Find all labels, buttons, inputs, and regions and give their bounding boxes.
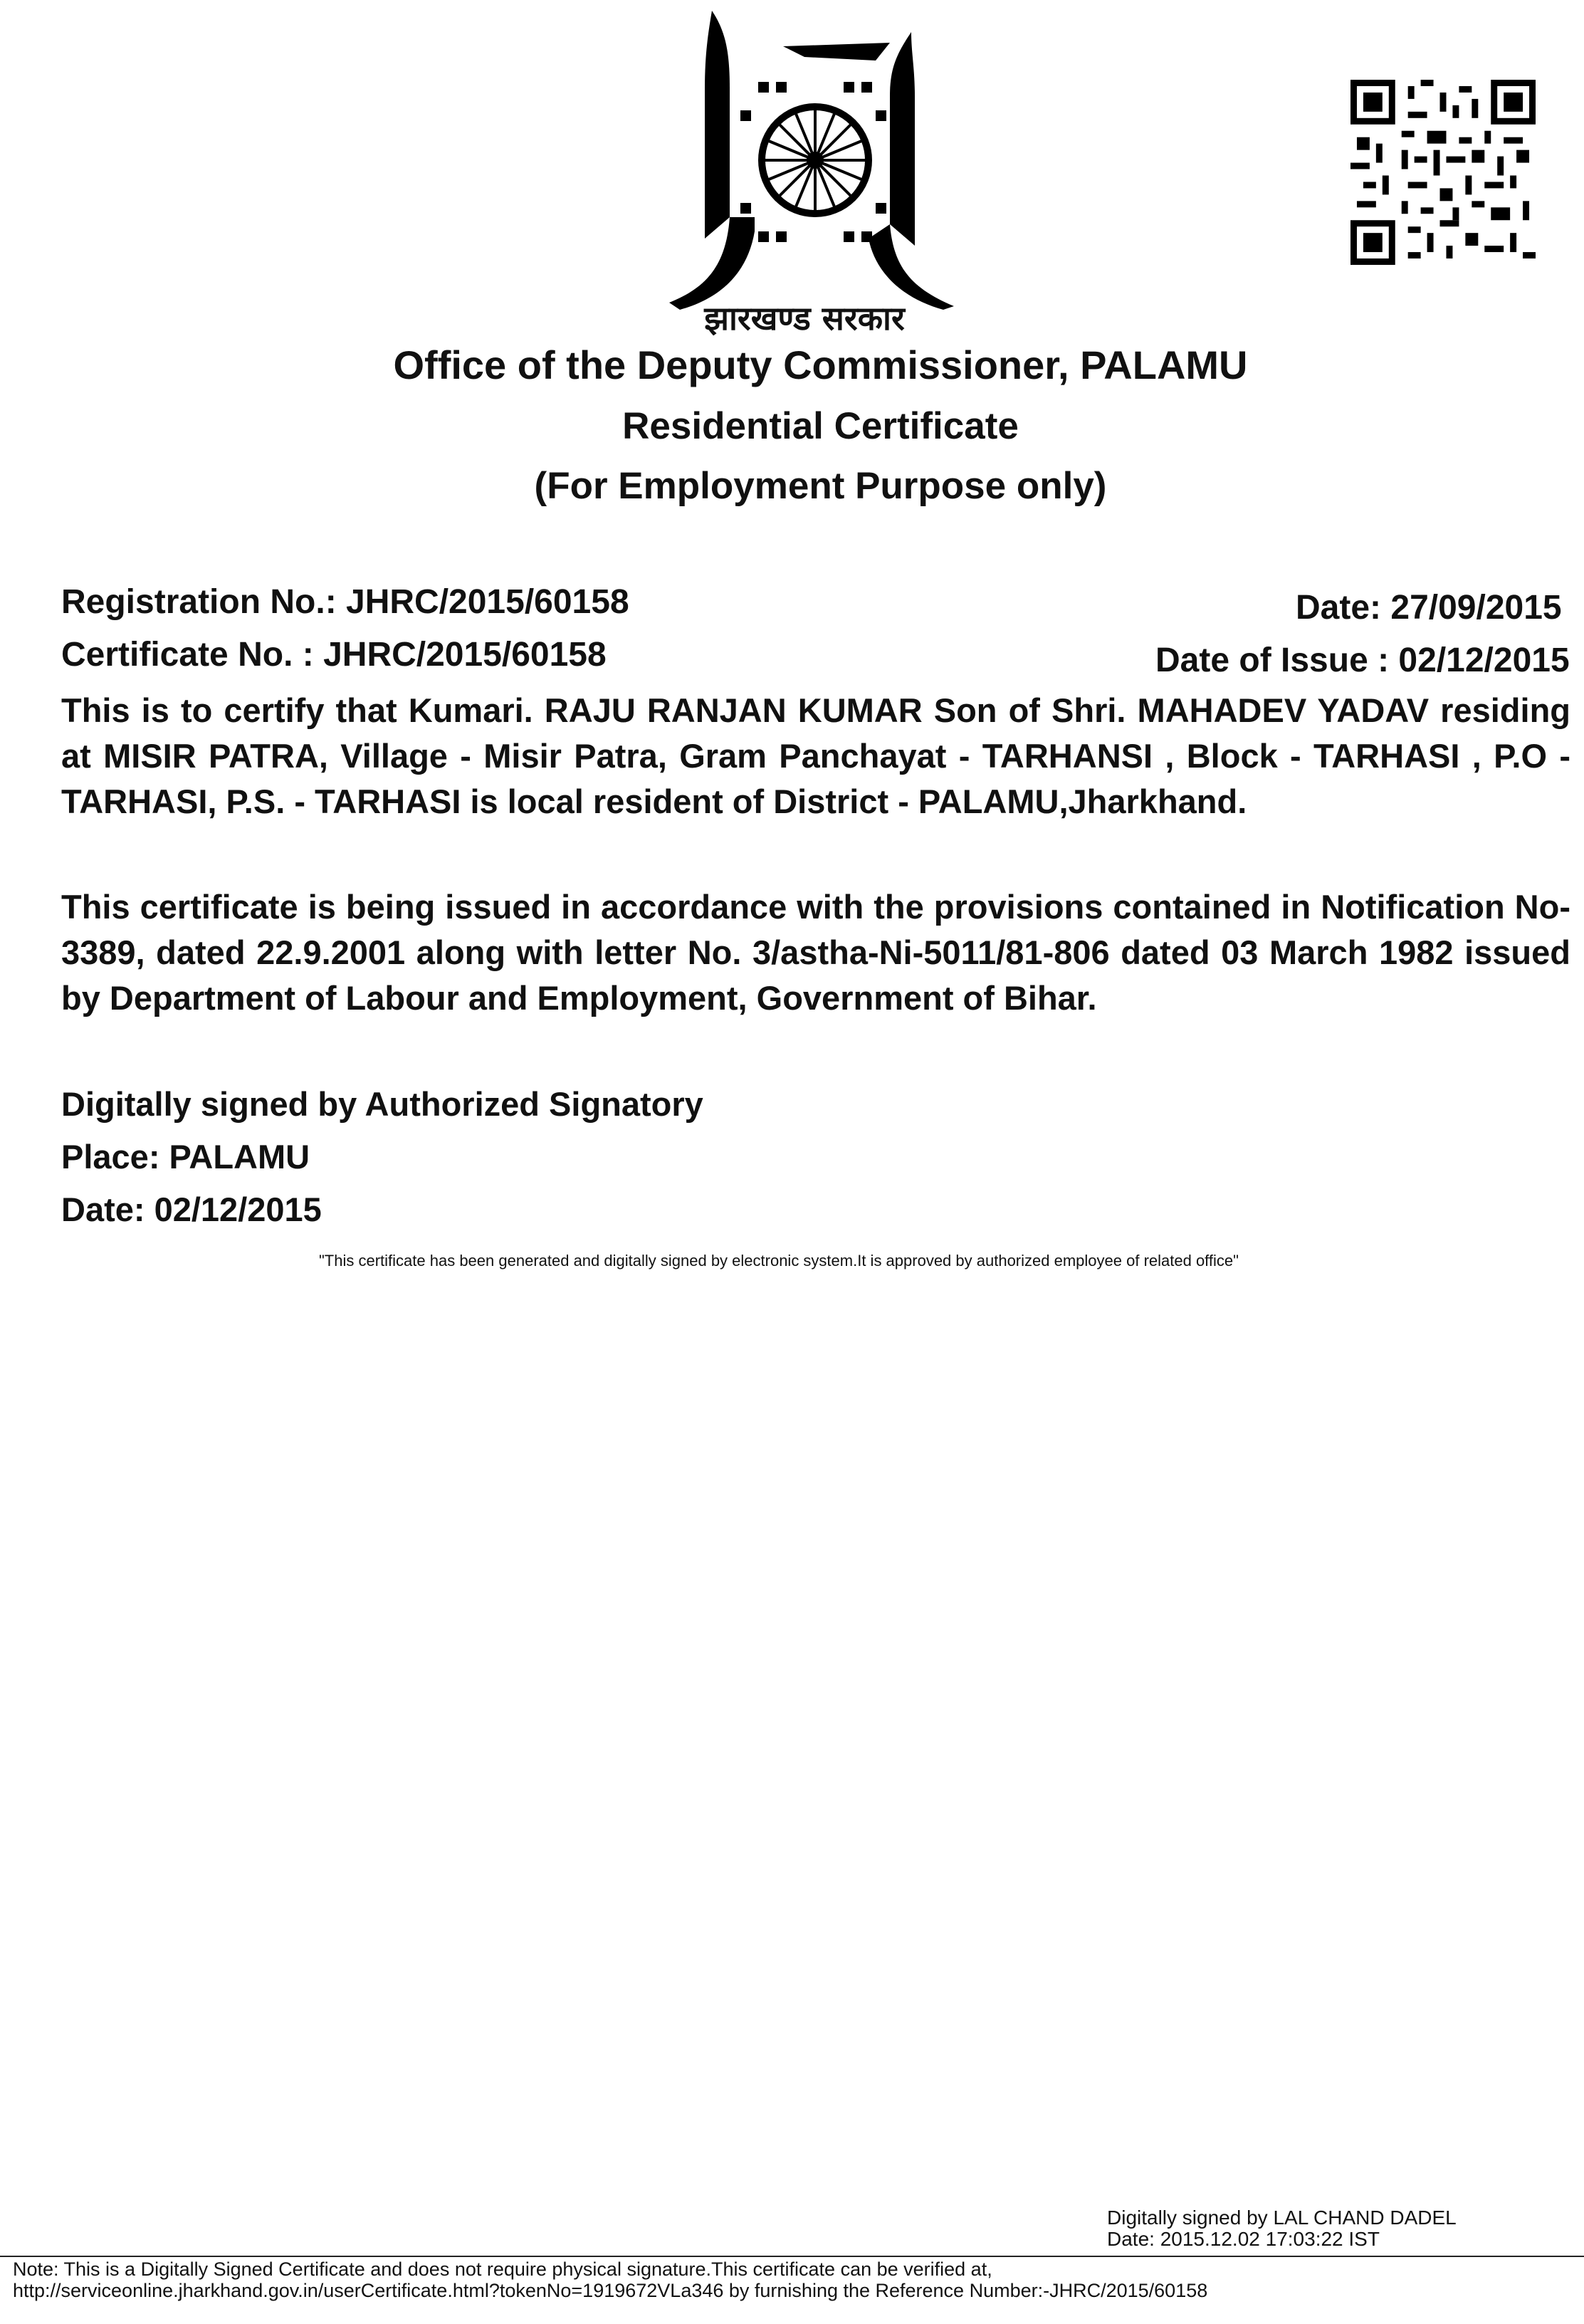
registration-label: Registration No.: xyxy=(61,583,337,621)
registration-number xyxy=(61,582,629,622)
certificate-subtitle: (For Employment Purpose only) xyxy=(534,465,1107,507)
issue-date xyxy=(1155,641,1570,680)
digital-signer: Digitally signed by LAL CHAND DADEL xyxy=(1107,2207,1457,2229)
jharkhand-emblem-logo xyxy=(662,4,961,310)
certification-paragraph: This is to certify that Kumari. RAJU RANJAN KUMAR Son of Shri. MAHADEV YADAV residing at MISIR PATRA, Village - Misir Patra, Gram Panchayat - TARHANSI , Block - TARHASI , P.O - TARHASI, P.S. - TARHASI is local resident of District - PALAMU,Jharkhand. xyxy=(61,691,1570,820)
date-label: Date: xyxy=(1296,589,1382,627)
footer-note xyxy=(13,2258,1207,2301)
system-generated-note: "This certificate has been generated and digitally signed by electronic system.It is approved by authorized employee of related office" xyxy=(319,1252,1239,1270)
government-name-hindi: झारखण्ड सरकार xyxy=(704,299,905,337)
certificate-number xyxy=(61,635,607,674)
digital-signature-date: Date: 2015.12.02 17:03:22 IST xyxy=(1107,2228,1380,2250)
provision-paragraph: This certificate is being issued in accordance with the provisions contained in Notification No-3389, dated 22.9.2001 along with letter No. 3/astha-Ni-5011/81-806 dated 03 March 1982 issued by Department of Labour and Employment, Government of Bihar. xyxy=(61,888,1570,1017)
signature-block xyxy=(61,1078,703,1236)
qr-code xyxy=(1350,80,1536,265)
signed-by: Digitally signed by Authorized Signatory xyxy=(61,1085,703,1123)
issue-value: 02/12/2015 xyxy=(1398,642,1570,679)
signature-date: Date: 02/12/2015 xyxy=(61,1190,322,1228)
digital-signature-stamp xyxy=(1107,2207,1457,2250)
certificate-title: Residential Certificate xyxy=(622,405,1019,447)
verification-link[interactable]: http://serviceonline.jharkhand.gov.in/userCertificate.html?tokenNo=1919672VLa346 by furnishing the Reference Number:-JHRC/2015/60158 xyxy=(13,2280,1208,2301)
office-heading: Office of the Deputy Commissioner, PALAMU xyxy=(393,342,1248,387)
footer-note-line1: Note: This is a Digitally Signed Certificate and does not require physical signature.This certificate can be verified at, xyxy=(13,2258,992,2280)
certificate-value: JHRC/2015/60158 xyxy=(323,636,607,674)
issue-label: Date of Issue : xyxy=(1155,642,1390,679)
certificate-label: Certificate No. : xyxy=(61,636,314,674)
registration-value: JHRC/2015/60158 xyxy=(346,583,629,621)
signature-place: Place: PALAMU xyxy=(61,1138,310,1176)
date-value: 27/09/2015 xyxy=(1390,589,1562,627)
footer-divider xyxy=(0,2256,1584,2257)
registration-date xyxy=(1296,588,1562,627)
